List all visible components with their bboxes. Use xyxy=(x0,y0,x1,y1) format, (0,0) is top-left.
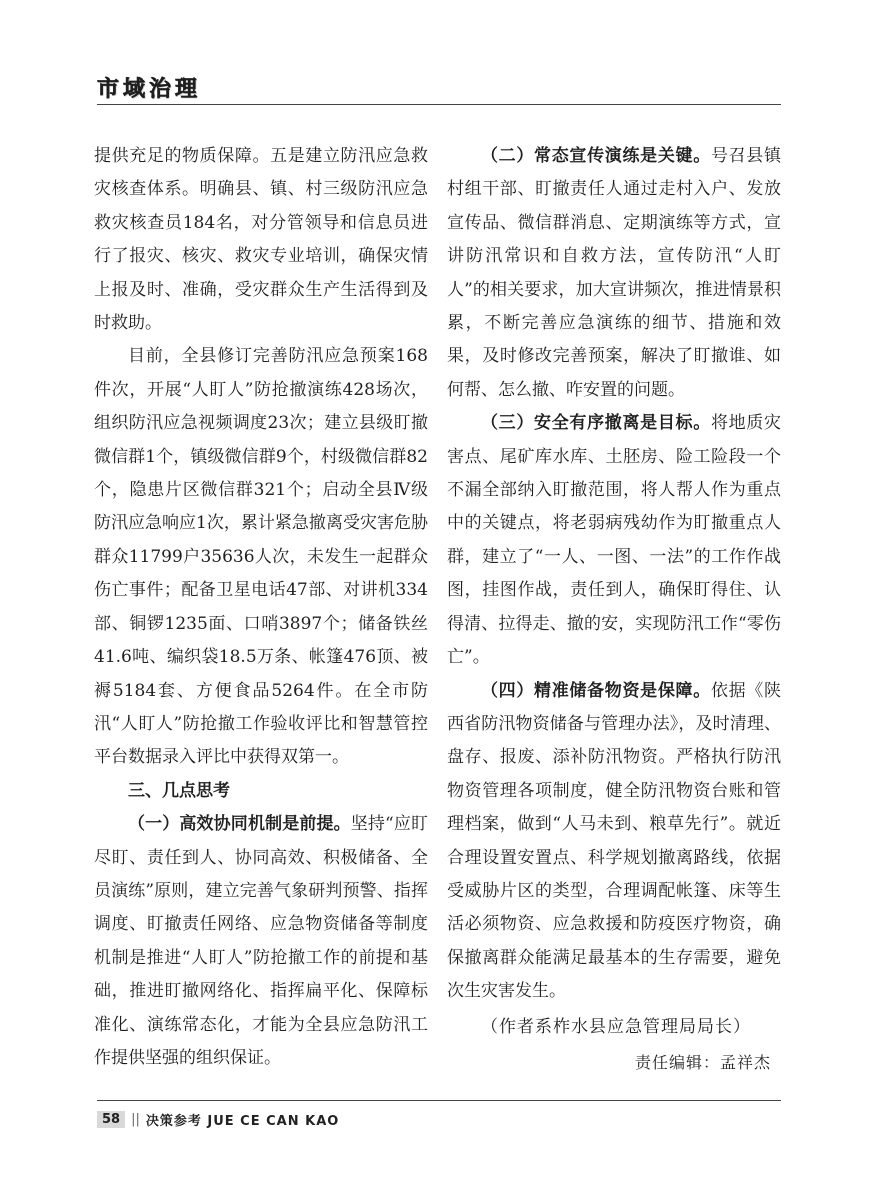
right-column xyxy=(447,140,781,1079)
paragraph-body: 将地质灾害点、尾矿库水库、土胚房、险工险段一个不漏全部纳入盯撤范围，将人帮人作为重点中的关键点，将老弱病残幼作为盯撤重点人群，建立了“一人、一图、一法”的工作作战图，挂图作战，责任到人，确保盯得住、认得清、拉得走、撤的安，实现防汛工作“零伤亡”。 xyxy=(447,413,781,668)
paragraph-body: 号召县镇村组干部、盯撤责任人通过走村入户、发放宣传品、微信群消息、定期演练等方式，宣讲防汛常识和自救方法，宣传防汛“人盯人”的相关要求，加大宣讲频次，推进情景积累，不断完善应急演练的细节、措施和效果，及时修改完善预案，解决了盯撤谁、如何帮、怎么撤、咋安置的问题。 xyxy=(447,146,781,400)
page-number: 58 xyxy=(97,1111,125,1128)
section-title: 三、几点思考 xyxy=(128,780,230,801)
paragraph-body: 依据《陕西省防汛物资储备与管理办法》，及时清理、盘存、报废、添补防汛物资。严格执行防汛物资管理各项制度，健全防汛物资台账和管理档案，做到“人马未到、粮草先行”。就近合理设置安置点、科学规划撤离路线，依据受威胁片区的类型，合理调配帐篷、床等生活必须物资、应急救援和防疫医疗物资，确保撤离群众能满足最基本的生存需要，避免次生灾害发生。 xyxy=(447,680,781,1002)
left-column xyxy=(94,140,428,1075)
paragraph-statistics: 目前，全县修订完善防汛应急预案168件次，开展“人盯人”防抢撤演练428场次，组织防汛应急视频调度23次；建立县级盯撤微信群1个，镇级微信群9个，村级微信群82个，隐患片区微信群321个；启动全县Ⅳ级防汛应急响应1次，累计紧急撤离受灾害危胁群众11799户35636人次，未发生一起群众伤亡事件；配备卫星电话47部、对讲机334部、铜锣1235面、口哨3897个；储备铁丝41.6吨、编织袋18.5万条、帐篷476顶、被褥5184套、方便食品5264件。在全市防汛“人盯人”防抢撤工作验收评比和智慧管控平台数据录入评比中获得双第一。 xyxy=(94,346,428,768)
author-byline: （作者系柞水县应急管理局局长） xyxy=(481,1016,751,1037)
page-footer xyxy=(97,1108,339,1130)
footer-separator: || xyxy=(131,1111,140,1127)
section-header: 市域治理 xyxy=(97,77,202,102)
header-divider xyxy=(97,104,781,105)
paragraph-mechanism xyxy=(94,808,428,1075)
paragraph-publicity xyxy=(447,140,781,407)
paragraph-continued: 提供充足的物质保障。五是建立防汛应急救灾核查体系。明确县、镇、村三级防汛应急救灾核查员184名，对分管领导和信息员进行了报灾、核灾、救灾专业培训，确保灾情上报及时、准确，受灾群众生产生活得到及时救助。 xyxy=(94,146,428,334)
paragraph-lead: （二）常态宣传演练是关键。 xyxy=(481,146,711,166)
publication-title: 决策参考 JUE CE CAN KAO xyxy=(145,1113,340,1129)
paragraph-lead: （四）精准储备物资是保障。 xyxy=(481,680,711,701)
paragraph-lead: （三）安全有序撤离是目标。 xyxy=(481,413,711,434)
paragraph-lead: （一）高效协同机制是前提。 xyxy=(128,814,351,835)
paragraph-evacuation xyxy=(447,407,781,674)
paragraph-supplies xyxy=(447,675,781,1009)
footer-divider xyxy=(97,1100,781,1101)
editor-credit: 责任编辑：孟祥杰 xyxy=(634,1052,771,1072)
paragraph-body: 坚持“应盯尽盯、责任到人、协同高效、积极储备、全员演练”原则，建立完善气象研判预警、指挥调度、盯撤责任网络、应急物资储备等制度机制是推进“人盯人”防抢撤工作的前提和基础，推进盯撤网络化、指挥扁平化、保障标准化、演练常态化，才能为全县应急防汛工作提供坚强的组织保证。 xyxy=(94,814,428,1068)
